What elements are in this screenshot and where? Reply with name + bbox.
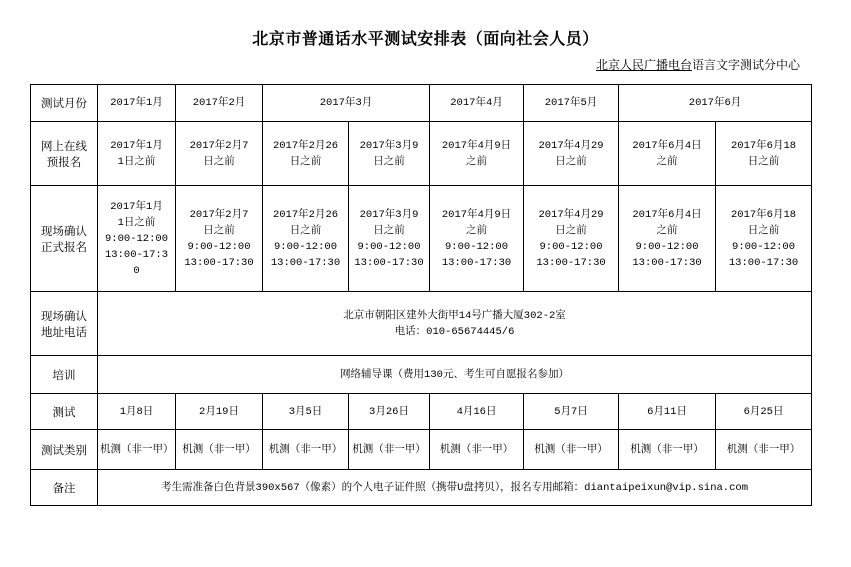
test-type-cell: 机测（非一甲）	[176, 430, 263, 470]
test-type-cell: 机测（非一甲）	[524, 430, 619, 470]
month-cell: 2017年2月	[176, 85, 263, 122]
onsite-deadline-cell: 2017年2月26 日之前 9:00-12:00 13:00-17:30	[263, 186, 349, 292]
online-deadline-cell: 2017年6月18 日之前	[716, 122, 812, 186]
month-cell: 2017年3月	[263, 85, 430, 122]
row-test-dates	[31, 394, 812, 430]
test-date-cell: 2月19日	[176, 394, 263, 430]
row-onsite-address	[31, 292, 812, 356]
row-label-test-type: 测试类别	[31, 430, 98, 470]
onsite-deadline-cell: 2017年6月4日 之前 9:00-12:00 13:00-17:30	[619, 186, 716, 292]
month-cell: 2017年1月	[98, 85, 176, 122]
organization-name-underlined: 北京人民广播电台	[595, 58, 692, 72]
test-date-cell: 5月7日	[524, 394, 619, 430]
test-type-cell: 机测（非一甲）	[263, 430, 349, 470]
test-type-cell: 机测（非一甲）	[349, 430, 430, 470]
row-training	[31, 356, 812, 394]
onsite-deadline-cell: 2017年4月9日 之前 9:00-12:00 13:00-17:30	[430, 186, 524, 292]
row-notes	[31, 470, 812, 506]
onsite-deadline-cell: 2017年6月18 日之前 9:00-12:00 13:00-17:30	[716, 186, 812, 292]
online-deadline-cell: 2017年4月9日 之前	[430, 122, 524, 186]
row-label-notes: 备注	[31, 470, 98, 506]
month-cell: 2017年5月	[524, 85, 619, 122]
test-date-cell: 6月25日	[716, 394, 812, 430]
onsite-deadline-cell: 2017年2月7 日之前 9:00-12:00 13:00-17:30	[176, 186, 263, 292]
row-label-online-registration: 网上在线 预报名	[31, 122, 98, 186]
test-type-cell: 机测（非一甲）	[430, 430, 524, 470]
online-deadline-cell: 2017年3月9 日之前	[349, 122, 430, 186]
row-test-month	[31, 85, 812, 122]
test-date-cell: 6月11日	[619, 394, 716, 430]
row-label-test: 测试	[31, 394, 98, 430]
row-onsite-registration	[31, 186, 812, 292]
online-deadline-cell: 2017年4月29 日之前	[524, 122, 619, 186]
month-cell: 2017年6月	[619, 85, 812, 122]
notes-cell: 考生需准备白色背景390x567（像素）的个人电子证件照（携带U盘拷贝），报名专用邮箱：diantaipeixun@vip.sina.com	[98, 470, 812, 506]
row-label-onsite-address: 现场确认 地址电话	[31, 292, 98, 356]
address-text: 北京市朝阳区建外大街甲14号广播大厦302-2室	[343, 309, 566, 322]
online-deadline-cell: 2017年2月26 日之前	[263, 122, 349, 186]
row-label-onsite-registration: 现场确认 正式报名	[31, 186, 98, 292]
phone-text: 电话：010-65674445/6	[394, 325, 515, 338]
test-type-cell: 机测（非一甲）	[619, 430, 716, 470]
page-title: 北京市普通话水平测试安排表（面向社会人员）	[252, 29, 599, 48]
onsite-deadline-cell: 2017年4月29 日之前 9:00-12:00 13:00-17:30	[524, 186, 619, 292]
organization-name-rest: 语言文字测试分中心	[691, 58, 800, 72]
test-date-cell: 4月16日	[430, 394, 524, 430]
test-type-cell: 机测（非一甲）	[98, 430, 176, 470]
online-deadline-cell: 2017年1月 1日之前	[98, 122, 176, 186]
test-date-cell: 3月5日	[263, 394, 349, 430]
row-label-training: 培训	[31, 356, 98, 394]
onsite-deadline-cell: 2017年3月9 日之前 9:00-12:00 13:00-17:30	[349, 186, 430, 292]
schedule-table	[30, 84, 812, 506]
onsite-deadline-cell: 2017年1月 1日之前 9:00-12:00 13:00-17:3 0	[98, 186, 176, 292]
row-online-registration	[31, 122, 812, 186]
row-label-test-month: 测试月份	[31, 85, 98, 122]
online-deadline-cell: 2017年2月7 日之前	[176, 122, 263, 186]
test-date-cell: 3月26日	[349, 394, 430, 430]
row-test-type	[31, 430, 812, 470]
address-cell	[98, 292, 812, 356]
online-deadline-cell: 2017年6月4日 之前	[619, 122, 716, 186]
training-cell: 网络辅导课（费用130元、考生可自愿报名参加）	[98, 356, 812, 394]
month-cell: 2017年4月	[430, 85, 524, 122]
organization-name	[596, 56, 800, 73]
test-type-cell: 机测（非一甲）	[716, 430, 812, 470]
test-date-cell: 1月8日	[98, 394, 176, 430]
